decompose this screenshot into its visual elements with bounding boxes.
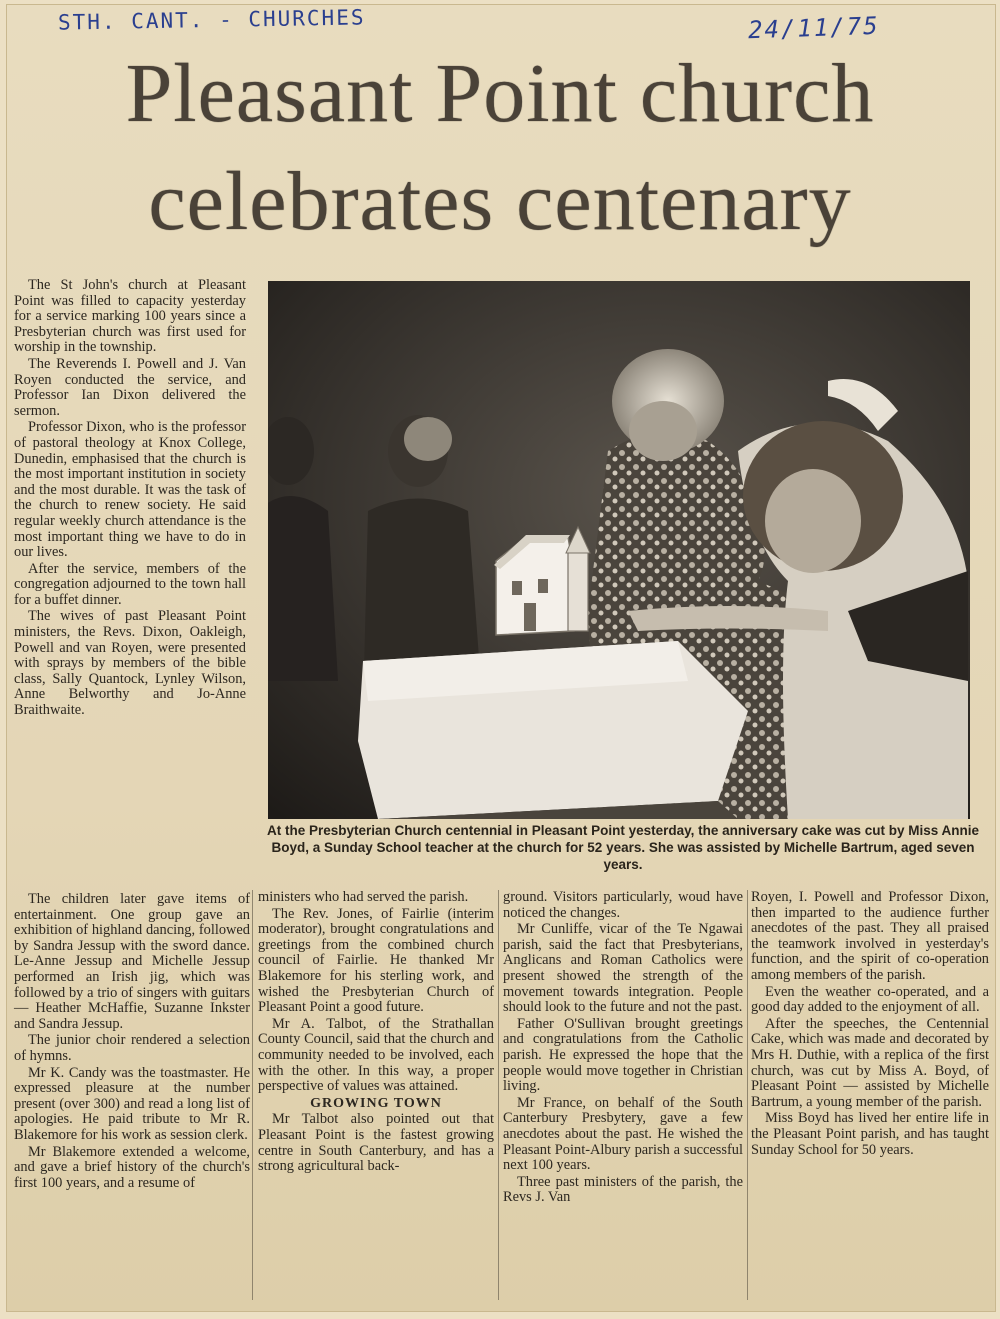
photo-illustration xyxy=(268,281,970,819)
paragraph: Mr A. Talbot, of the Strathallan County Council, said that the church and community needed to be involved, each with the other. In this way, a proper perspective of values was attained. xyxy=(258,1015,494,1095)
handwritten-date: 24/11/75 xyxy=(747,11,881,45)
paragraph: Royen, I. Powell and Professor Dixon, then imparted to the audience further anecdotes of the past. They all praised the teamwork involved in yesterday's function, and the spirit of co-operation among members of the parish. xyxy=(751,889,989,983)
paragraph: Miss Boyd has lived her entire life in the Pleasant Point parish, and has taught Sunday School for 50 years. xyxy=(751,1110,989,1158)
news-photo xyxy=(268,281,970,819)
paragraph: After the service, members of the congregation adjourned to the town hall for a buffet dinner. xyxy=(14,560,246,608)
column-divider xyxy=(498,890,499,1300)
paragraph: Mr Talbot also pointed out that Pleasant Point is the fastest growing centre in South Canterbury, and has a strong agricultural back- xyxy=(258,1111,494,1175)
paragraph: Professor Dixon, who is the professor of pastoral theology at Knox College, Dunedin, emphasised that the church is the most important institution in society and the most durable. It was the task of the church to renew society. He said regular weekly church attendance is the most important thing we have to do in our lives. xyxy=(14,419,246,561)
paragraph: Father O'Sullivan brought greetings and congratulations from the Catholic parish. He expressed the hope that the people would move together in Christian living. xyxy=(503,1015,743,1095)
paragraph: Mr K. Candy was the toastmaster. He expressed pleasure at the number present (over 300) and read a long list of apologies. He paid tribute to Mr R. Blakemore for his work as session clerk. xyxy=(14,1064,250,1143)
article-column-2 xyxy=(258,890,494,1176)
paragraph: ground. Visitors particularly, woud have noticed the changes. xyxy=(503,889,743,921)
paragraph: Mr France, on behalf of the South Canterbury Presbytery, gave a few anecdotes about the past. He wished the Pleasant Point-Albury parish a successful next 100 years. xyxy=(503,1094,743,1174)
paragraph: Three past ministers of the parish, the Revs J. Van xyxy=(503,1173,743,1206)
paragraph: The Rev. Jones, of Fairlie (interim moderator), brought congratulations and greetings from the combined church council of Fairlie. He thanked Mr Blakemore for his sterling work, and wished the Presbyterian Church of Pleasant Point a good future. xyxy=(258,905,494,1016)
headline-line-1: Pleasant Point church xyxy=(125,47,875,140)
photo-caption: At the Presbyterian Church centennial in Pleasant Point yesterday, the anniversary cake was cut by Miss Annie Boyd, a Sunday School teacher at the church for 52 years. She was assisted by Michelle Bartrum, aged seven years. xyxy=(267,823,979,872)
paragraph: The Reverends I. Powell and J. Van Royen conducted the service, and Professor Ian Dixon delivered the sermon. xyxy=(14,355,246,419)
headline xyxy=(14,40,986,256)
paragraph: ministers who had served the parish. xyxy=(258,889,469,905)
handwritten-category: STH. CANT. - CHURCHES xyxy=(57,5,366,35)
paragraph: The children later gave items of entertainment. One group gave an exhibition of highland dancing, followed by Sandra Jessup with the sword dance. Le-Anne Jessup and Michelle Jessup performed an Irish jig, which was followed by a trio of singers with guitars — Heather McHaffie, Suzanne Inkster and Sandra Jessup. xyxy=(14,891,250,1032)
column-divider xyxy=(747,890,748,1300)
paragraph: Mr Cunliffe, vicar of the Te Ngawai parish, said the fact that Presbyterians, Anglicans and Roman Catholics were present showed the strength of the movement towards integration. People should look to the future and not the past. xyxy=(503,921,743,1016)
article-column-1 xyxy=(14,278,246,720)
article-column-4 xyxy=(751,890,989,1159)
paragraph: Mr Blakemore extended a welcome, and gave a brief history of the church's first 100 years, and a resume of xyxy=(14,1143,250,1191)
headline-line-2: celebrates centenary xyxy=(148,155,852,248)
article-column-3 xyxy=(503,890,743,1207)
section-subheading: GROWING TOWN xyxy=(310,1095,442,1111)
paragraph: The St John's church at Pleasant Point was filled to capacity yesterday for a service marking 100 years since a Presbyterian church was first used for worship in the township. xyxy=(14,277,246,356)
column-divider xyxy=(252,890,253,1300)
paragraph: After the speeches, the Centennial Cake, which was made and decorated by Mrs H. Duthie, with a replica of the first church, was cut by Miss A. Boyd, of Pleasant Point — assisted by Michelle Bartrum, a young member of the parish. xyxy=(751,1015,989,1110)
paragraph: The wives of past Pleasant Point ministers, the Revs. Dixon, Oakleigh, Powell and van Royen, were presented with sprays by members of the bible class, Sally Quantock, Lynley Wilson, Anne Belworthy and Jo-Anne Braithwaite. xyxy=(14,608,246,719)
paragraph: The junior choir rendered a selection of hymns. xyxy=(14,1032,250,1064)
paragraph: Even the weather co-operated, and a good day added to the enjoyment of all. xyxy=(751,983,989,1016)
article-column-1-continued xyxy=(14,892,250,1192)
